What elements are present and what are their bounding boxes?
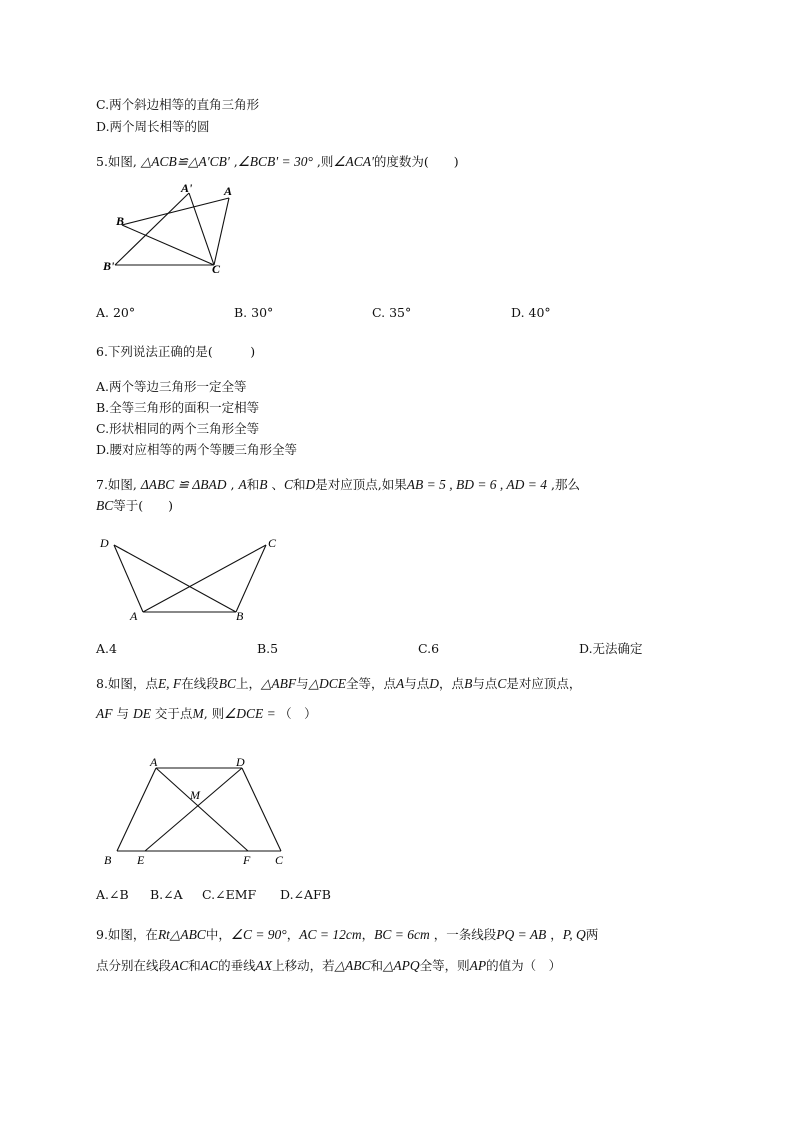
q5-label-b: B — [116, 214, 125, 228]
q5-label-a-prime: A' — [181, 181, 193, 195]
q7-label-d: D — [100, 536, 109, 550]
q6-stem: 6.下列说法正确的是( ) — [96, 344, 256, 359]
q7-label-c: C — [268, 536, 277, 550]
q8-option-b: B.∠A — [150, 887, 183, 902]
q8-option-a: A.∠B — [96, 887, 129, 902]
q8-label-d: D — [236, 755, 245, 769]
q7-option-c: C.6 — [418, 641, 440, 656]
q4-option-c: C.两个斜边相等的直角三角形 — [96, 97, 260, 112]
q5-option-a: A. 20° — [96, 305, 136, 320]
q5-option-c: C. 35° — [372, 305, 412, 320]
q4-option-d: D.两个周长相等的圆 — [96, 119, 210, 134]
q7-label-b: B — [236, 609, 244, 623]
q8-option-c: C.∠EMF — [202, 887, 257, 902]
q5-stem: 5.如图, △ACB≌△A'CB' ,∠BCB' = 30° ,则∠ACA'的度数为( ) — [96, 154, 459, 169]
q8-stem-line1: 8.如图，点E, F在线段BC上，△ABF与△DCE全等，点A与点D，点B与点C是对应顶点， — [96, 676, 582, 691]
q7-option-b: B.5 — [257, 641, 279, 656]
q9-stem-line2: 点分别在线段AC和AC的垂线AX上移动，若△ABC和△APQ全等，则AP的值为（ ） — [96, 958, 562, 973]
q5-option-d: D. 40° — [511, 305, 551, 320]
q8-label-f: F — [243, 853, 251, 867]
q7-option-d: D.无法确定 — [579, 641, 643, 656]
q5-label-a: A — [224, 184, 233, 198]
q6-option-c: C.形状相同的两个三角形全等 — [96, 421, 260, 436]
q8-label-c: C — [275, 853, 284, 867]
q6-option-b: B.全等三角形的面积一定相等 — [96, 400, 260, 415]
q8-label-b: B — [104, 853, 112, 867]
q8-option-d: D.∠AFB — [280, 887, 331, 902]
q5-option-b: B. 30° — [234, 305, 274, 320]
q5-label-b-prime: B' — [103, 259, 115, 273]
q8-label-m: M — [190, 788, 200, 802]
q7-stem-line1: 7.如图, ΔABC ≌ ΔBAD , A和B 、C和D是对应顶点,如果AB = 5 , BD = 6 , AD = 4 ,那么 — [96, 477, 580, 492]
q7-option-a: A.4 — [96, 641, 117, 656]
q8-label-a: A — [150, 755, 158, 769]
q8-label-e: E — [137, 853, 145, 867]
q5-label-c: C — [212, 262, 221, 276]
q9-stem-line1: 9.如图，在Rt△ABC中，∠C = 90°，AC = 12cm，BC = 6cm ，一条线段PQ = AB ，P, Q两 — [96, 927, 599, 942]
q7-label-a: A — [130, 609, 138, 623]
q6-option-a: A.两个等边三角形一定全等 — [96, 379, 247, 394]
q6-option-d: D.腰对应相等的两个等腰三角形全等 — [96, 442, 298, 457]
q7-stem-line2: BC等于( ) — [96, 498, 174, 513]
q8-stem-line2: AF 与 DE 交于点M, 则∠DCE = （ ） — [96, 706, 317, 721]
